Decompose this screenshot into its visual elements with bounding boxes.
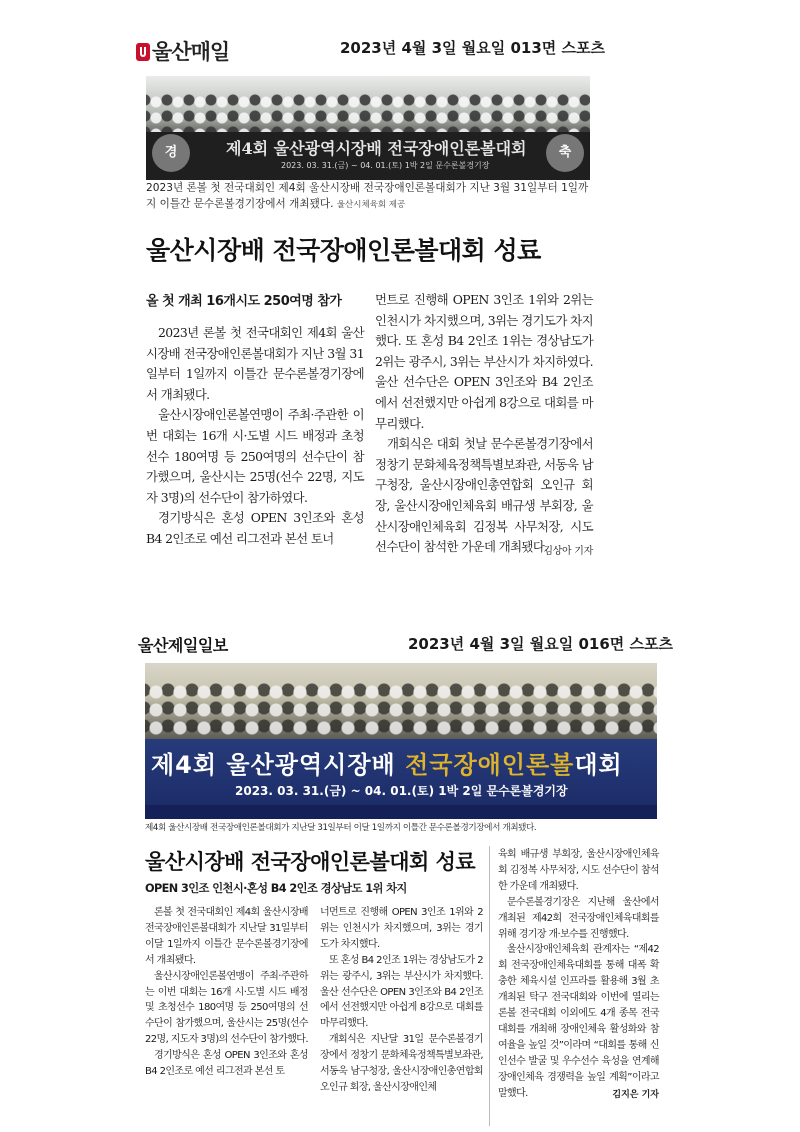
- column-divider: [489, 846, 490, 1126]
- paragraph: 경기방식은 혼성 OPEN 3인조와 혼성 B4 2인조로 예선 리그전과 본선 토: [145, 1050, 308, 1078]
- paragraph: 울산시장애인체육회 관계자는 “제42회 전국장애인체육대회를 통해 대폭 확충한 체육시설 인프라를 활용해 3월 초 개최된 탁구 전국대회와 이번에 열리는 론볼 전국대회 이외에도 4개 종목 전국대회를 개최해 장애인체육 활성화와 참여율을 높일 것”이라며 “대회를 통해 신인선수 발굴 및 우수선수 육성을 연계해 장애인체육 경쟁력을 높일 계획”이라고 말했다.: [498, 944, 659, 1099]
- banner-seal-right: 축: [546, 134, 584, 172]
- sponsor-strip: [145, 805, 657, 819]
- photo-caption: [146, 181, 590, 213]
- paragraph: 경기방식은 혼성 OPEN 3인조와 혼성 B4 2인조로 예선 리그전과 본선 토너: [146, 510, 364, 546]
- article-subhead: 올 첫 개최 16개시도 250여명 참가: [146, 294, 342, 309]
- paragraph: 육회 배규생 부회장, 울산시장애인체육회 김정복 사무처장, 시도 선수단이 참석한 가운데 개최됐다.: [498, 849, 659, 892]
- photo-caption: 제4회 울산시장배 전국장애인론볼대회가 지난달 31일부터 이달 1일까지 이틀간 문수론볼경기장에서 개최됐다.: [145, 823, 537, 833]
- banner-subtitle: 2023. 03. 31.(금) ~ 04. 01.(토) 1박 2일 문수론볼경기장: [235, 784, 568, 798]
- crowd-graphic: [145, 683, 657, 735]
- paragraph: 울산시장애인론볼연맹이 주최·주관하는 이번 대회는 16개 시·도별 시드 배정 및 초청선수 180여명 등 250여명의 선수단이 참가했으며, 울산시는 25명(선수 22명, 지도자 3명)의 선수단이 참가했다.: [145, 970, 308, 1046]
- event-photo: [146, 76, 590, 180]
- edition-date: 2023년 4월 3일 월요일 013면 스포츠: [340, 39, 605, 57]
- newspaper-logo-ulsan-maeil: [136, 36, 229, 66]
- byline: 김상아 기자: [543, 545, 593, 557]
- paragraph: 론볼 첫 전국대회인 제4회 울산시장배 전국장애인론볼대회가 지난달 31일부터 이달 1일까지 이틀간 문수론볼경기장에서 개최됐다.: [145, 907, 308, 966]
- ulsan-maeil-logo-icon: [136, 43, 150, 61]
- article-column-1: [145, 905, 308, 1080]
- crowd-graphic: [146, 94, 590, 136]
- banner-subtitle: 2023. 03. 31.(금) ~ 04. 01.(토) 1박 2일 문수론볼경기장: [281, 161, 490, 170]
- banner-seal-left: 경: [152, 134, 190, 172]
- event-photo: [145, 663, 657, 819]
- paragraph: 울산시장애인론볼연맹이 주최·주관한 이번 대회는 16개 시·도별 시드 배정과 초청선수 180여명 등 250여명의 선수단이 참가했으며, 울산시는 25명(선수 22명, 지도자 3명)의 선수단이 참가하였다.: [146, 407, 364, 505]
- banner-title-part: 제4회 울산광역시장배: [151, 751, 406, 779]
- paragraph: 문수론볼경기장은 지난해 울산에서 개최된 제42회 전국장애인체육대회를 위해 경기장 개·보수를 진행했다.: [498, 896, 659, 940]
- article-column-3: [498, 847, 659, 1100]
- edition-date: 2023년 4월 3일 월요일 016면 스포츠: [408, 635, 673, 653]
- banner-title-highlight: 전국장애인론볼: [405, 751, 575, 779]
- paragraph: 먼트로 진행해 OPEN 3인조 1위와 2위는 인천시가 차지했으며, 3위는 경기도가 차지했다. 또 혼성 B4 2인조 1위는 경상남도가 2위는 광주시, 3위는 부산시가 차지하였다. 울산 선수단은 OPEN 3인조와 B4 2인조에서 선전했지만 아쉽게 8강으로 대회를 마무리했다.: [375, 292, 593, 431]
- paragraph: 또 혼성 B4 2인조 1위는 경상남도가 2위는 광주시, 3위는 부산시가 차지했다. 울산 선수단은 OPEN 3인조와 B4 2인조에서 선전했지만 아쉽게 8강으로 대회를 마무리했다.: [320, 954, 483, 1030]
- banner-title-part: 대회: [574, 751, 623, 779]
- caption-text: 2023년 론볼 첫 전국대회인 제4회 울산시장배 전국장애인론볼대회가 지난 3월 31일부터 1일까지 이틀간 문수론볼경기장에서 개최됐다.: [146, 182, 589, 210]
- article-subhead: OPEN 3인조 인천시·혼성 B4 2인조 경상남도 1위 차지: [145, 882, 407, 895]
- article-headline: 울산시장배 전국장애인론볼대회 성료: [145, 850, 476, 874]
- paragraph: 2023년 론볼 첫 전국대회인 제4회 울산시장배 전국장애인론볼대회가 지난 3월 31일부터 1일까지 이틀간 문수론볼경기장에서 개최됐다.: [146, 325, 364, 402]
- paragraph: 너먼트로 진행해 OPEN 3인조 1위와 2위는 인천시가 차지했으며, 3위는 경기도가 차지했다.: [320, 907, 483, 950]
- newspaper-logo-ulsan-jeil: 울산제일일보: [138, 636, 228, 655]
- newspaper-name: 울산매일: [152, 40, 230, 64]
- article-column-2: [320, 905, 483, 1096]
- article-column-2: [375, 290, 593, 557]
- article-headline: 울산시장배 전국장애인론볼대회 성료: [146, 236, 541, 265]
- banner-title: [151, 745, 623, 780]
- paragraph: 개회식은 대회 첫날 문수론볼경기장에서 정창기 문화체육정책특별보좌관, 서동욱 남구청장, 울산시장애인총연합회 오인규 회장, 울산시장애인체육회 배규생 부회장, 울산시장애인체육회 김정복 사무처장, 시도 선수단이 참석한 가운데 개최됐다.: [375, 436, 594, 555]
- paragraph: 개회식은 지난달 31일 문수론볼경기장에서 정창기 문화체육정책특별보좌관, 서동욱 남구청장, 울산시장애인총연합회 오인규 회장, 울산시장애인체: [320, 1034, 483, 1093]
- photo-credit: 울산시체육회 제공: [336, 199, 406, 210]
- article-column-1: [146, 290, 364, 550]
- banner-title: 제4회 울산광역시장배 전국장애인론볼대회: [226, 139, 527, 158]
- byline: 김지은 기자: [612, 1089, 659, 1100]
